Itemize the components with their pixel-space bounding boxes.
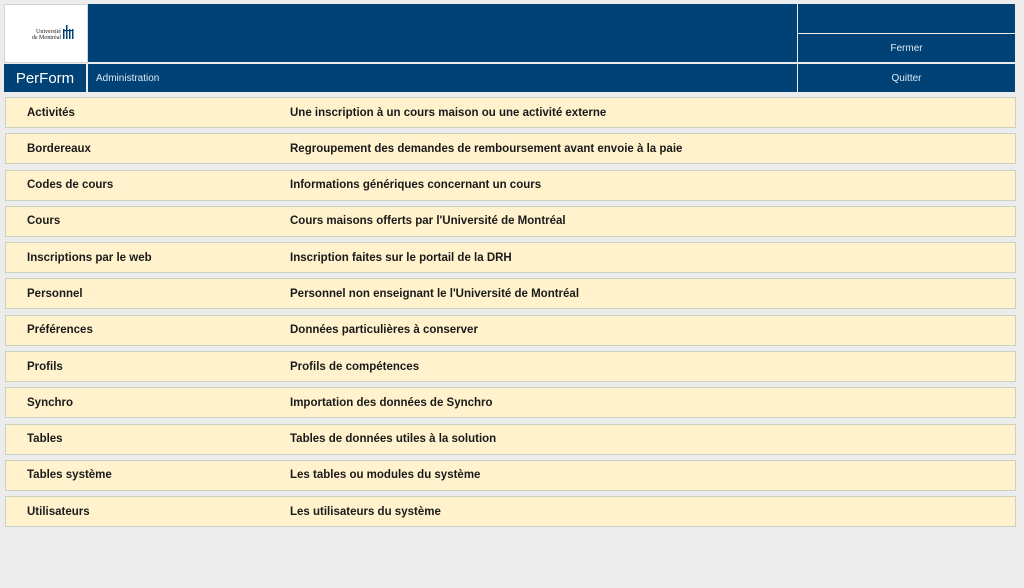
- menu-item-description: Les tables ou modules du système: [290, 469, 481, 482]
- app-header: [4, 4, 1015, 92]
- menu-row[interactable]: [5, 206, 1016, 237]
- logo-line2: de Montréal: [31, 35, 61, 41]
- menu-row[interactable]: [5, 242, 1016, 273]
- menu-item-name: Tables: [27, 433, 63, 446]
- menu-item-name: Bordereaux: [27, 142, 91, 155]
- menu-row[interactable]: [5, 315, 1016, 346]
- quit-button[interactable]: Quitter: [798, 64, 1015, 92]
- menu-row[interactable]: [5, 424, 1016, 455]
- menu-row[interactable]: [5, 97, 1016, 128]
- menu-item-description: Tables de données utiles à la solution: [290, 433, 497, 446]
- logo-text: [19, 29, 61, 41]
- menu-row[interactable]: [5, 460, 1016, 491]
- menu-row[interactable]: [5, 496, 1016, 527]
- menu-item-description: Profils de compétences: [290, 360, 420, 373]
- menu-item-name: Activités: [27, 106, 75, 119]
- menu-item-name: Profils: [27, 360, 63, 373]
- menu-item-name: Personnel: [27, 287, 83, 300]
- university-logo: [4, 4, 88, 63]
- menu-item-description: Informations génériques concernant un cours: [290, 179, 542, 192]
- close-button[interactable]: Fermer: [798, 34, 1015, 62]
- menu-row[interactable]: [5, 133, 1016, 164]
- menu-item-name: Utilisateurs: [27, 505, 90, 518]
- logo-mark-icon: [62, 25, 74, 39]
- menu-item-description: Données particulières à conserver: [290, 324, 478, 337]
- menu-row[interactable]: [5, 351, 1016, 382]
- section-title: Administration: [88, 64, 797, 92]
- menu-item-name: Codes de cours: [27, 179, 114, 192]
- menu-item-name: Préférences: [27, 324, 93, 337]
- menu-item-description: Personnel non enseignant le l'Université de Montréal: [290, 287, 580, 300]
- menu-item-description: Les utilisateurs du système: [290, 505, 441, 518]
- menu-item-description: Inscription faites sur le portail de la DRH: [290, 251, 512, 264]
- menu-row[interactable]: [5, 278, 1016, 309]
- header-right-top: [798, 4, 1015, 33]
- header-banner: [88, 4, 797, 62]
- menu-row[interactable]: [5, 170, 1016, 201]
- menu-item-name: Tables système: [27, 469, 112, 482]
- menu-item-description: Une inscription à un cours maison ou une activité externe: [290, 106, 607, 119]
- menu-item-name: Cours: [27, 215, 61, 228]
- menu-item-name: Synchro: [27, 396, 74, 409]
- menu-item-name: Inscriptions par le web: [27, 251, 152, 264]
- menu-item-description: Cours maisons offerts par l'Université de Montréal: [290, 215, 566, 228]
- logo-line1: Université: [36, 29, 61, 35]
- admin-menu-list: [5, 97, 1016, 533]
- menu-item-description: Importation des données de Synchro: [290, 396, 493, 409]
- menu-row[interactable]: [5, 387, 1016, 418]
- menu-item-description: Regroupement des demandes de remboursement avant envoie à la paie: [290, 142, 683, 155]
- app-brand[interactable]: PerForm: [4, 64, 86, 92]
